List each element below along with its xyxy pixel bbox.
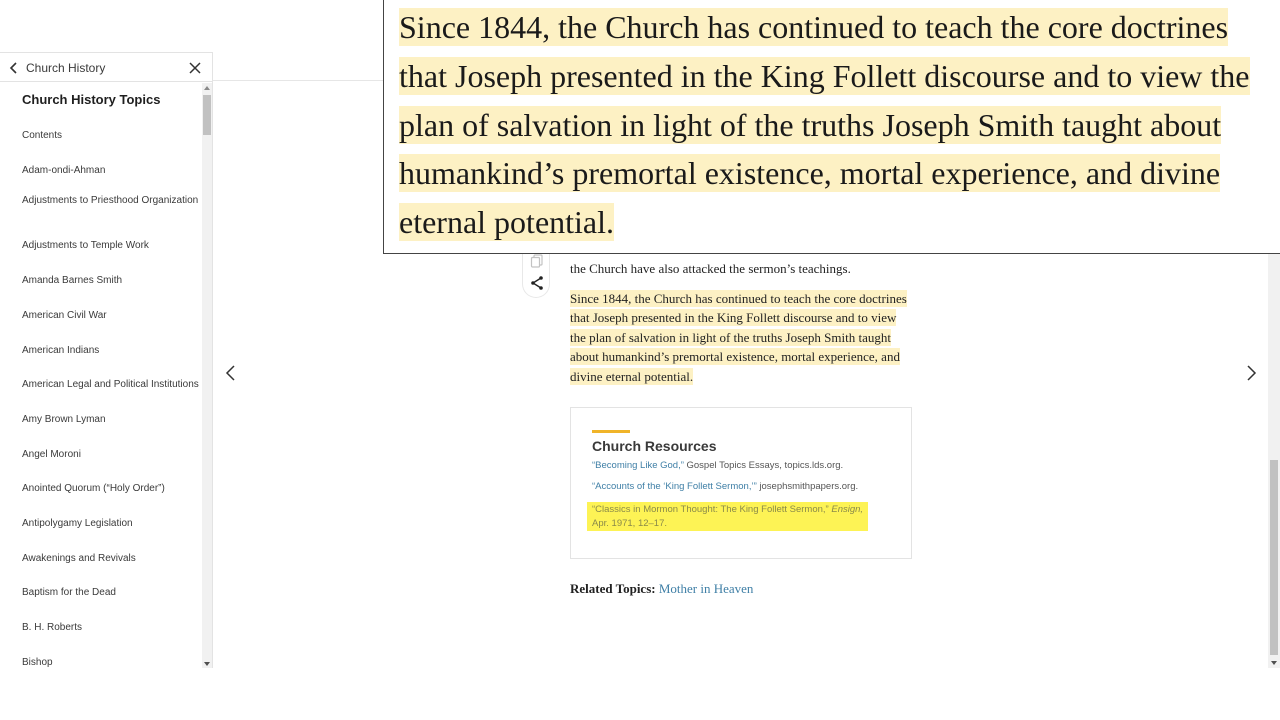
sidebar-item-baptism-dead[interactable]: Baptism for the Dead [22, 587, 116, 598]
resource-link[interactable]: “Accounts of the ‘King Follett Sermon,’” [592, 481, 757, 492]
resources-title: Church Resources [592, 438, 717, 454]
sidebar-item-awakenings[interactable]: Awakenings and Revivals [22, 553, 136, 564]
sidebar-item-contents[interactable]: Contents [22, 130, 63, 141]
sidebar-scrollbar[interactable] [202, 83, 212, 668]
resource-link[interactable]: “Becoming Like God,” [592, 460, 684, 471]
sidebar-title: Church History Topics [22, 92, 161, 107]
church-resources-box [570, 407, 912, 559]
sidebar-item-antipolygamy[interactable]: Antipolygamy Legislation [22, 518, 133, 529]
highlighted-text: Since 1844, the Church has continued to teach the core doctrines that Joseph presented in the King Follett discourse and to view the plan of salvation in light of the truths Joseph Smith taught about humankind’s premortal existence, mortal experience, and divine eternal potential. [570, 291, 907, 384]
resource-item [592, 480, 872, 494]
sidebar-item-bh-roberts[interactable]: B. H. Roberts [22, 622, 83, 633]
scroll-up-icon[interactable] [204, 86, 210, 90]
sidebar [0, 52, 213, 668]
sidebar-item-american-indians[interactable]: American Indians [22, 345, 100, 356]
chevron-left-icon [221, 363, 241, 383]
back-button[interactable] [8, 57, 105, 79]
zoomed-paragraph [399, 3, 1269, 247]
scrollbar-thumb[interactable] [1270, 460, 1278, 655]
resource-highlight [587, 502, 868, 531]
sidebar-item-american-legal[interactable]: American Legal and Political Institutions [22, 379, 199, 390]
zoomed-highlighted-text: Since 1844, the Church has continued to teach the core doctrines that Joseph presented in the King Follett discourse and to view the plan of salvation in light of the truths Joseph Smith taught about humankind’s premortal existence, mortal experience, and divine eternal potential. [399, 9, 1250, 241]
next-page-button[interactable] [1241, 363, 1261, 383]
previous-page-button[interactable] [221, 363, 241, 383]
close-button[interactable] [186, 59, 204, 77]
back-label: Church History [26, 61, 106, 75]
close-icon [189, 62, 201, 74]
paragraph-tools [522, 250, 550, 298]
resource-source: josephsmithpapers.org. [756, 481, 859, 492]
zoom-callout [383, 0, 1280, 254]
resource-journal: Ensign, [831, 504, 864, 515]
sidebar-item-angel-moroni[interactable]: Angel Moroni [22, 449, 81, 460]
accent-rule [592, 430, 630, 433]
resource-item [592, 459, 872, 473]
share-icon[interactable] [529, 275, 545, 291]
resource-source: Gospel Topics Essays, topics.lds.org. [683, 460, 844, 471]
scroll-down-icon[interactable] [204, 662, 210, 666]
resource-item [592, 503, 868, 530]
previous-paragraph: the Church have also attacked the sermon’s teachings. [570, 261, 851, 276]
sidebar-item-anointed-quorum[interactable]: Anointed Quorum (“Holy Order”) [22, 483, 165, 494]
related-label: Related Topics: [570, 581, 656, 596]
header-divider [213, 80, 383, 81]
highlighted-paragraph[interactable] [570, 289, 915, 386]
resource-link[interactable]: “Classics in Mormon Thought: The King Follett Sermon,” [592, 504, 829, 515]
sidebar-item-adjustments-temple[interactable]: Adjustments to Temple Work [22, 240, 149, 251]
resource-source: Apr. 1971, 12–17. [592, 517, 668, 529]
chevron-left-icon [8, 62, 20, 74]
scroll-down-icon[interactable] [1271, 661, 1277, 665]
sidebar-item-adam-ondi-ahman[interactable]: Adam-ondi-Ahman [22, 165, 106, 176]
sidebar-item-american-civil-war[interactable]: American Civil War [22, 310, 107, 321]
main-scrollbar[interactable] [1268, 248, 1280, 668]
sidebar-item-amanda-barnes-smith[interactable]: Amanda Barnes Smith [22, 275, 123, 286]
sidebar-item-adjustments-priesthood[interactable]: Adjustments to Priesthood Organization [22, 195, 199, 206]
scrollbar-thumb[interactable] [203, 95, 211, 135]
sidebar-item-amy-brown-lyman[interactable]: Amy Brown Lyman [22, 414, 106, 425]
chevron-right-icon [1241, 363, 1261, 383]
copy-icon[interactable] [530, 254, 544, 268]
sidebar-item-bishop[interactable]: Bishop [22, 657, 53, 668]
related-topics [570, 581, 753, 597]
sidebar-header [0, 53, 212, 82]
related-link[interactable]: Mother in Heaven [658, 581, 754, 596]
